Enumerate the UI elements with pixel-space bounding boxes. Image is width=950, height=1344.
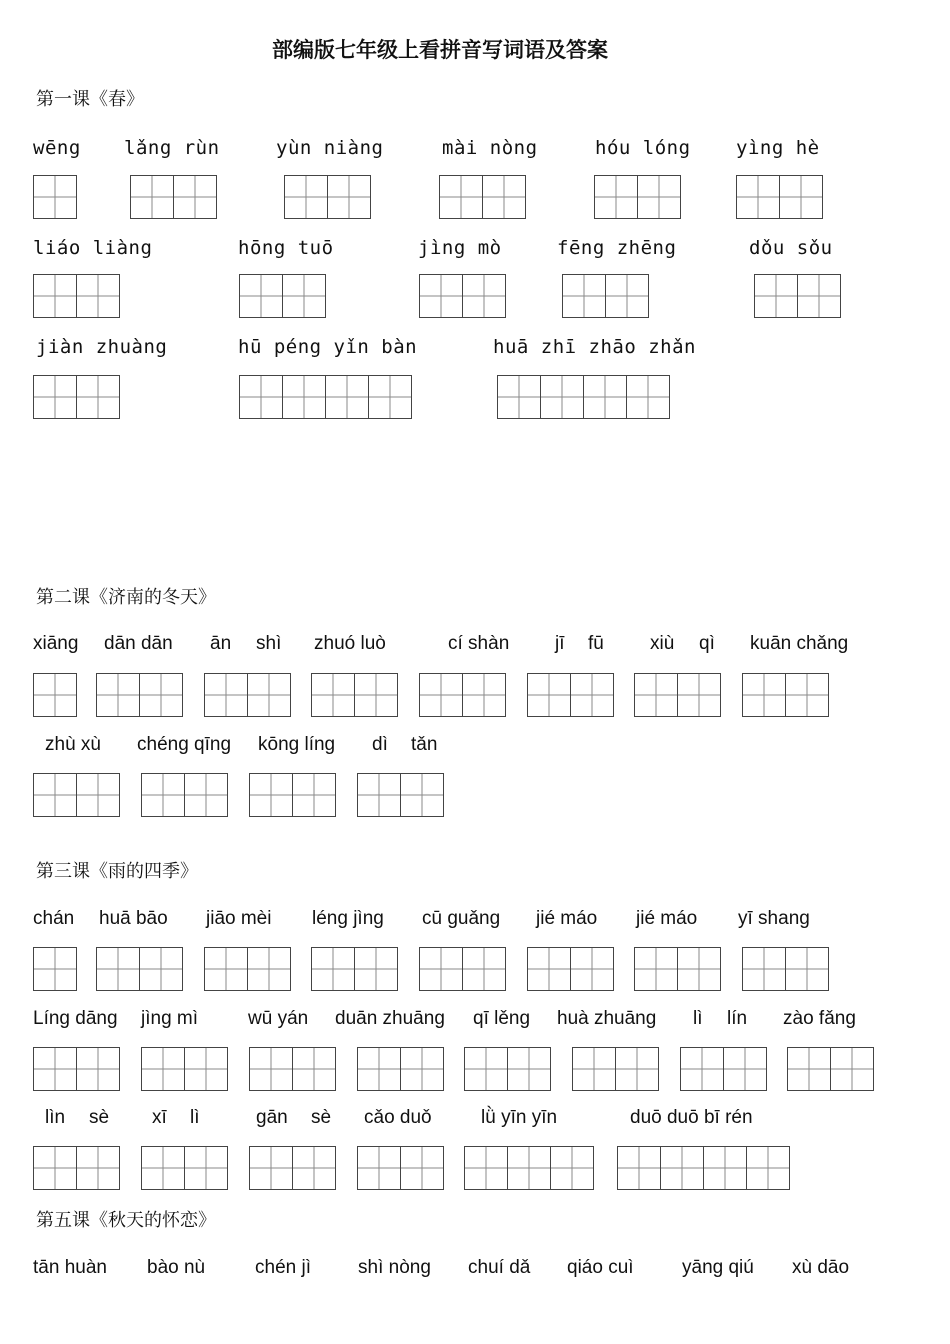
writing-grid[interactable] [594,175,680,219]
tianzige-cell[interactable] [292,1146,336,1190]
pinyin-label: chán [33,908,75,929]
writing-grid[interactable] [33,947,76,991]
tianzige-cell[interactable] [787,1047,831,1091]
tianzige-cell[interactable] [76,274,120,318]
writing-grid[interactable] [311,947,397,991]
tianzige-cell[interactable] [680,1047,724,1091]
tianzige-cell[interactable] [357,1047,401,1091]
pinyin-label: jié máo [636,908,698,929]
tianzige-cell[interactable] [637,175,681,219]
writing-grid[interactable] [33,1047,119,1091]
writing-grid[interactable] [439,175,525,219]
pinyin-label: jìng mì [141,1008,199,1029]
tianzige-cell[interactable] [419,947,463,991]
pinyin-label: lín [727,1008,748,1029]
pinyin-label: chéng qīng [137,734,232,755]
tianzige-cell[interactable] [141,1146,185,1190]
writing-grid[interactable] [141,1047,227,1091]
writing-grid[interactable] [562,274,648,318]
tianzige-cell[interactable] [660,1146,704,1190]
pinyin-label: fū [588,633,604,654]
pinyin-label: xù dāo [792,1257,850,1278]
writing-grid[interactable] [527,947,613,991]
tianzige-cell[interactable] [249,1047,293,1091]
tianzige-cell[interactable] [797,274,841,318]
tianzige-cell[interactable] [464,1146,508,1190]
tianzige-cell[interactable] [570,673,614,717]
pinyin-label: xī [152,1107,167,1128]
lesson-heading: 第二课《济南的冬天》 [36,587,216,608]
writing-grid[interactable] [464,1047,550,1091]
tianzige-cell[interactable] [703,1146,747,1190]
tianzige-cell[interactable] [311,947,355,991]
tianzige-cell[interactable] [33,274,77,318]
pinyin-label: dān dān [104,633,173,654]
pinyin-label: lì [190,1107,200,1128]
writing-grid[interactable] [311,673,397,717]
tianzige-cell[interactable] [572,1047,616,1091]
pinyin-label: zhuó luò [314,633,386,654]
pinyin-label: gān [256,1107,288,1128]
writing-grid[interactable] [736,175,822,219]
tianzige-cell[interactable] [76,1047,120,1091]
tianzige-cell[interactable] [173,175,217,219]
tianzige-cell[interactable] [400,773,444,817]
writing-grid[interactable] [357,773,443,817]
tianzige-cell[interactable] [33,947,77,991]
writing-grid[interactable] [33,175,76,219]
tianzige-cell[interactable] [76,375,120,419]
pinyin-label: ān [210,633,232,654]
tianzige-cell[interactable] [239,274,283,318]
tianzige-cell[interactable] [742,947,786,991]
writing-grid[interactable] [787,1047,873,1091]
tianzige-cell[interactable] [184,1047,228,1091]
tianzige-cell[interactable] [482,175,526,219]
pinyin-label: léng jìng [312,908,384,929]
writing-grid[interactable] [33,773,119,817]
tianzige-cell[interactable] [247,673,291,717]
tianzige-cell[interactable] [419,274,463,318]
tianzige-cell[interactable] [33,773,77,817]
pinyin-label: cí shàn [448,633,510,654]
tianzige-cell[interactable] [204,947,248,991]
pinyin-label: lǎng rùn [124,137,220,159]
writing-grid[interactable] [204,673,290,717]
writing-grid[interactable] [249,1047,335,1091]
pinyin-label: zhù xù [45,734,101,755]
tianzige-cell[interactable] [184,1146,228,1190]
tianzige-cell[interactable] [141,1047,185,1091]
writing-grid[interactable] [284,175,370,219]
tianzige-cell[interactable] [634,673,678,717]
tianzige-cell[interactable] [754,274,798,318]
tianzige-cell[interactable] [33,1047,77,1091]
pinyin-label: huā zhī zhāo zhǎn [493,336,696,358]
pinyin-label: qī lěng [473,1008,531,1029]
pinyin-label: chuí dǎ [468,1257,531,1278]
writing-grid[interactable] [357,1047,443,1091]
pinyin-label: qiáo cuì [567,1257,634,1278]
writing-grid[interactable] [249,1146,335,1190]
writing-grid[interactable] [96,673,182,717]
tianzige-cell[interactable] [184,773,228,817]
tianzige-cell[interactable] [354,673,398,717]
pinyin-label: hōng tuō [238,237,334,259]
writing-grid[interactable] [497,375,669,419]
tianzige-cell[interactable] [615,1047,659,1091]
pinyin-label: huà zhuāng [557,1008,657,1029]
writing-grid[interactable] [33,274,119,318]
pinyin-label: lìn [45,1107,66,1128]
tianzige-cell[interactable] [96,673,140,717]
tianzige-cell[interactable] [464,1047,508,1091]
pinyin-label: yī shang [738,908,810,929]
pinyin-label: chén jì [255,1257,311,1278]
tianzige-cell[interactable] [139,947,183,991]
writing-grid[interactable] [33,673,76,717]
tianzige-cell[interactable] [249,1146,293,1190]
writing-grid[interactable] [464,1146,593,1190]
pinyin-label: Líng dāng [33,1008,118,1029]
writing-grid[interactable] [204,947,290,991]
pinyin-label: tǎn [411,734,438,755]
pinyin-label: jìng mò [418,237,502,259]
pinyin-label: qì [699,633,715,654]
tianzige-cell[interactable] [247,947,291,991]
pinyin-label: yìng hè [736,137,820,159]
tianzige-cell[interactable] [282,375,326,419]
writing-grid[interactable] [527,673,613,717]
tianzige-cell[interactable] [33,1146,77,1190]
tianzige-cell[interactable] [507,1146,551,1190]
tianzige-cell[interactable] [677,673,721,717]
tianzige-cell[interactable] [540,375,584,419]
tianzige-cell[interactable] [96,947,140,991]
tianzige-cell[interactable] [605,274,649,318]
tianzige-cell[interactable] [311,673,355,717]
pinyin-label: kōng líng [258,734,336,755]
tianzige-cell[interactable] [462,947,506,991]
tianzige-cell[interactable] [746,1146,790,1190]
tianzige-cell[interactable] [570,947,614,991]
pinyin-label: duō duō bī rén [630,1107,753,1128]
pinyin-label: shì [256,633,282,654]
tianzige-cell[interactable] [594,175,638,219]
pinyin-label: sè [89,1107,110,1128]
writing-grid[interactable] [754,274,840,318]
writing-grid[interactable] [680,1047,766,1091]
pinyin-label: bào nù [147,1257,206,1278]
tianzige-cell[interactable] [357,1146,401,1190]
writing-grid[interactable] [617,1146,789,1190]
tianzige-cell[interactable] [785,673,829,717]
tianzige-cell[interactable] [626,375,670,419]
tianzige-cell[interactable] [292,773,336,817]
pinyin-label: jié máo [536,908,598,929]
tianzige-cell[interactable] [462,274,506,318]
tianzige-cell[interactable] [76,773,120,817]
pinyin-label: fēng zhēng [557,237,677,259]
tianzige-cell[interactable] [239,375,283,419]
tianzige-cell[interactable] [354,947,398,991]
pinyin-label: liáo liàng [33,237,153,259]
pinyin-label: xiù [650,633,675,654]
lesson-heading: 第一课《春》 [36,89,144,110]
tianzige-cell[interactable] [292,1047,336,1091]
pinyin-label: yùn niàng [276,137,384,159]
tianzige-cell[interactable] [284,175,328,219]
pinyin-label: jiàn zhuàng [36,336,168,358]
writing-grid[interactable] [141,1146,227,1190]
tianzige-cell[interactable] [130,175,174,219]
pinyin-label: wēng [33,137,81,159]
pinyin-label: jī [555,633,565,654]
page-title: 部编版七年级上看拼音写词语及答案 [272,37,608,62]
tianzige-cell[interactable] [204,673,248,717]
tianzige-cell[interactable] [634,947,678,991]
tianzige-cell[interactable] [562,274,606,318]
pinyin-label: hū péng yǐn bàn [238,336,418,358]
pinyin-label: hóu lóng [595,137,691,159]
writing-grid[interactable] [742,947,828,991]
tianzige-cell[interactable] [33,375,77,419]
tianzige-cell[interactable] [723,1047,767,1091]
pinyin-label: xiāng [33,633,79,654]
tianzige-cell[interactable] [357,773,401,817]
pinyin-label: sè [311,1107,332,1128]
writing-grid[interactable] [130,175,216,219]
tianzige-cell[interactable] [76,1146,120,1190]
pinyin-label: lì [693,1008,703,1029]
tianzige-cell[interactable] [327,175,371,219]
tianzige-cell[interactable] [742,673,786,717]
pinyin-label: duān zhuāng [335,1008,445,1029]
tianzige-cell[interactable] [583,375,627,419]
writing-grid[interactable] [419,673,505,717]
writing-grid[interactable] [96,947,182,991]
tianzige-cell[interactable] [462,673,506,717]
tianzige-cell[interactable] [400,1047,444,1091]
tianzige-cell[interactable] [33,673,77,717]
writing-grid[interactable] [33,1146,119,1190]
tianzige-cell[interactable] [400,1146,444,1190]
writing-grid[interactable] [634,947,720,991]
tianzige-cell[interactable] [368,375,412,419]
tianzige-cell[interactable] [830,1047,874,1091]
tianzige-cell[interactable] [507,1047,551,1091]
pinyin-label: cū guǎng [422,908,501,929]
tianzige-cell[interactable] [550,1146,594,1190]
pinyin-label: lǜ yīn yīn [481,1107,558,1128]
writing-grid[interactable] [634,673,720,717]
lesson-heading: 第三课《雨的四季》 [36,861,198,882]
pinyin-label: dì [372,734,388,755]
pinyin-label: dǒu sǒu [749,237,833,259]
tianzige-cell[interactable] [527,947,571,991]
pinyin-label: mài nòng [442,137,538,159]
tianzige-cell[interactable] [785,947,829,991]
lesson-heading: 第五课《秋天的怀恋》 [36,1210,216,1231]
writing-grid[interactable] [239,274,325,318]
tianzige-cell[interactable] [527,673,571,717]
pinyin-label: zào fǎng [783,1008,856,1029]
tianzige-cell[interactable] [779,175,823,219]
pinyin-label: tān huàn [33,1257,107,1278]
tianzige-cell[interactable] [282,274,326,318]
pinyin-label: cǎo duǒ [364,1107,432,1128]
pinyin-label: wū yán [248,1008,309,1029]
tianzige-cell[interactable] [33,175,77,219]
writing-grid[interactable] [419,274,505,318]
writing-grid[interactable] [33,375,119,419]
writing-grid[interactable] [742,673,828,717]
writing-grid[interactable] [572,1047,658,1091]
tianzige-cell[interactable] [439,175,483,219]
tianzige-cell[interactable] [736,175,780,219]
tianzige-cell[interactable] [497,375,541,419]
tianzige-cell[interactable] [677,947,721,991]
writing-grid[interactable] [141,773,227,817]
pinyin-label: kuān chǎng [750,633,849,654]
pinyin-label: shì nòng [358,1257,431,1278]
writing-grid[interactable] [419,947,505,991]
tianzige-cell[interactable] [617,1146,661,1190]
tianzige-cell[interactable] [141,773,185,817]
tianzige-cell[interactable] [419,673,463,717]
tianzige-cell[interactable] [139,673,183,717]
pinyin-label: huā bāo [99,908,168,929]
pinyin-label: yāng qiú [682,1257,754,1278]
tianzige-cell[interactable] [249,773,293,817]
pinyin-label: jiāo mèi [206,908,272,929]
writing-grid[interactable] [357,1146,443,1190]
writing-grid[interactable] [239,375,411,419]
writing-grid[interactable] [249,773,335,817]
tianzige-cell[interactable] [325,375,369,419]
